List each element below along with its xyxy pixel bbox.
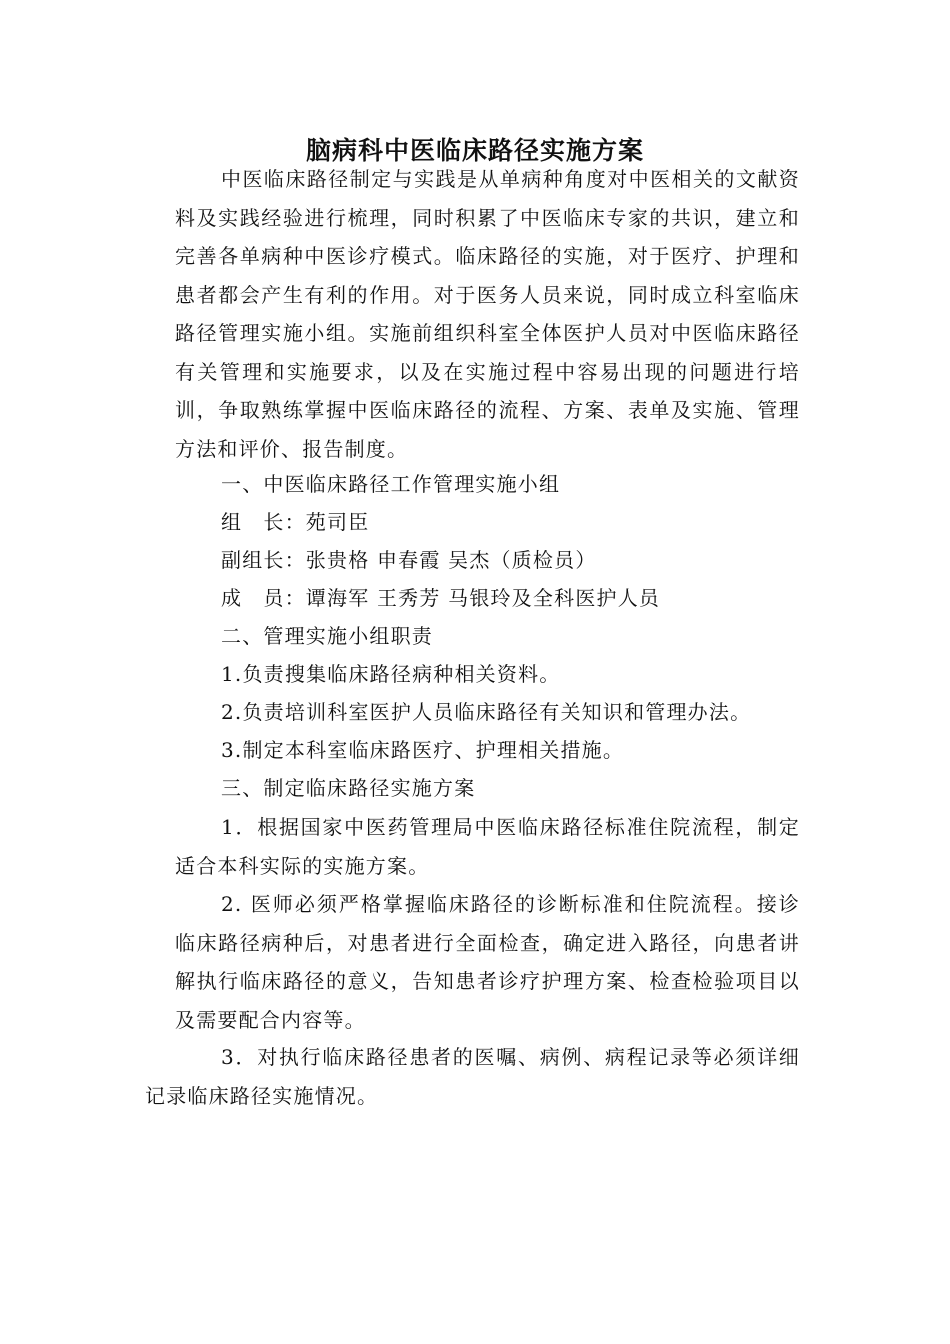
section2-item-3: 3.制定本科室临床路医疗、护理相关措施。 [221,738,625,762]
section2-heading: 二、管理实施小组职责 [221,624,433,648]
section3-item-3: 3．对执行临床路径患者的医嘱、病例、病程记录等必须详细记录临床路径实施情况。 [145,1045,800,1108]
members-line: 成 员：谭海军 王秀芳 马银玲及全科医护人员 [221,586,661,610]
section3-item-1: 1．根据国家中医药管理局中医临床路径标准住院流程，制定适合本科实际的实施方案。 [175,815,800,878]
intro-paragraph: 中医临床路径制定与实践是从单病种角度对中医相关的文献资料及实践经验进行梳理，同时积累了中医临床专家的共识，建立和完善各单病种中医诊疗模式。临床路径的实施，对于医疗、护理和患者都会产生有利的作用。对于医务人员来说，同时成立科室临床路径管理实施小组。实施前组织科室全体医护人员对中医临床路径有关管理和实施要求，以及在实施过程中容易出现的问题进行培训，争取熟练掌握中医临床路径的流程、方案、表单及实施、管理方法和评价、报告制度。 [175,167,800,461]
section3-heading: 三、制定临床路径实施方案 [221,776,476,800]
document-title: 脑病科中医临床路径实施方案 [305,135,644,165]
section2-item-1: 1.负责搜集临床路径病种相关资料。 [221,662,561,686]
section3-item-2: 2. 医师必须严格掌握临床路径的诊断标准和住院流程。接诊临床路径病种后，对患者进行全面检查，确定进入路径，向患者讲解执行临床路径的意义，告知患者诊疗护理方案、检查检验项目以及需要配合内容等。 [175,892,800,1032]
section1-heading: 一、中医临床路径工作管理实施小组 [221,472,561,496]
deputy-line: 副组长：张贵格 申春霞 吴杰（质检员） [221,548,597,572]
section2-item-2: 2.负责培训科室医护人员临床路径有关知识和管理办法。 [221,700,752,724]
leader-line: 组 长：苑司臣 [221,510,370,534]
